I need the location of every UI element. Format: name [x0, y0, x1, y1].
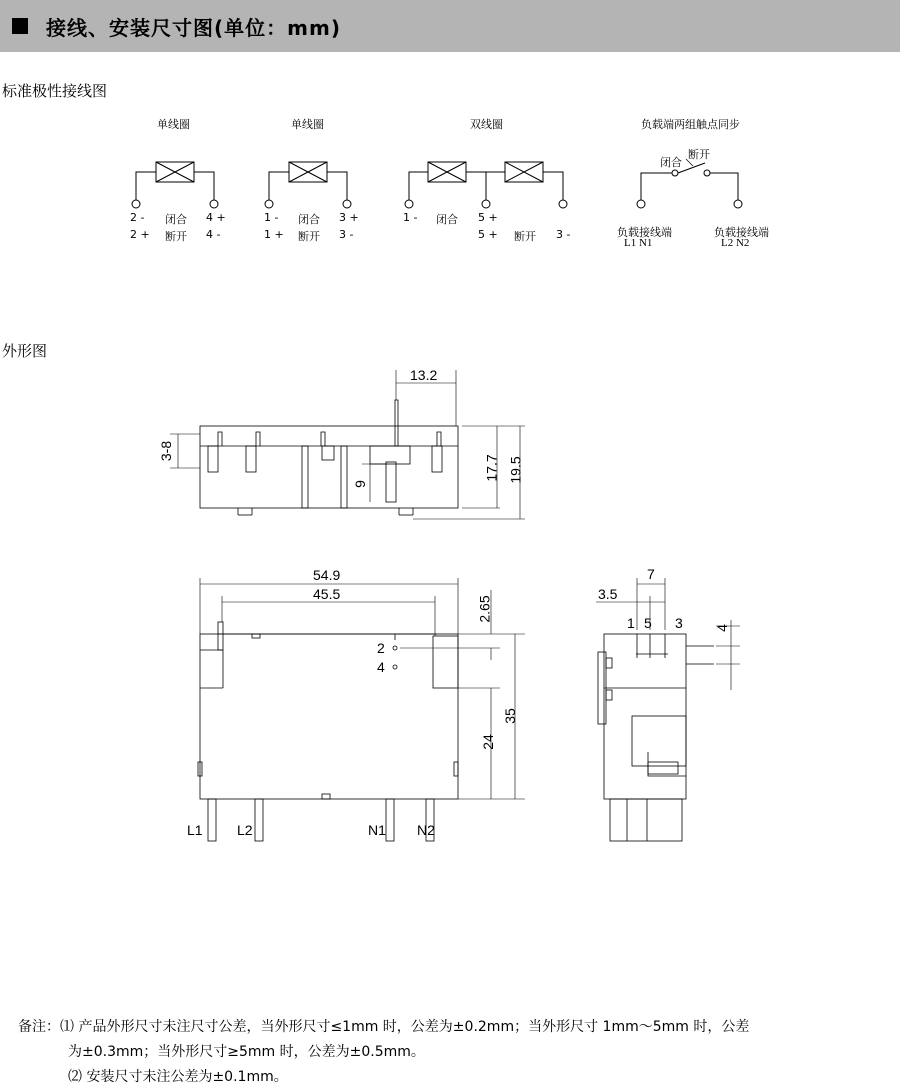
d4-close-label: 闭合 [660, 156, 682, 169]
d3-state-open: 断开 [514, 230, 536, 243]
d1-pin3: 4 + [206, 211, 226, 224]
front-pin-n1: N1 [368, 822, 386, 838]
d3-title: 双线圈 [470, 118, 503, 131]
d2-pin4: 3 - [339, 228, 354, 241]
front-pin-n2: N2 [417, 822, 435, 838]
wiring-section-title: 标准极性接线图 [2, 82, 108, 100]
d4-terminal-1: 负载接线端 [617, 226, 672, 239]
outline-section-title: 外形图 [2, 342, 48, 360]
d1-title: 单线圈 [157, 118, 190, 131]
d2-pin2: 1 + [264, 228, 284, 241]
dim-front-h2: 35 [501, 708, 518, 724]
front-coil-pin-4: 4 [377, 659, 385, 675]
d2-pin3: 3 + [339, 211, 359, 224]
side-pin-3: 3 [675, 615, 683, 631]
d1-pin2: 2 + [130, 228, 150, 241]
wiring-diagram-4 [637, 159, 742, 208]
dim-top-h2: 19.5 [507, 456, 524, 484]
d3-pin4: 3 - [556, 228, 571, 241]
wiring-diagram-3 [405, 162, 567, 208]
note-1a: ⑴ 产品外形尺寸未注尺寸公差，当外形尺寸≤1mm 时，公差为±0.2mm；当外形尺寸 1mm～5mm 时，公差 [60, 1019, 750, 1035]
dim-front-h3: 24 [479, 734, 496, 750]
d4-terminal-1-pins: L1 N1 [624, 237, 653, 249]
note-2: ⑵ 安装尺寸未注公差为±0.1mm。 [68, 1069, 288, 1085]
d2-pin1: 1 - [264, 211, 279, 224]
d3-state-closed: 闭合 [436, 213, 458, 226]
d4-terminal-2: 负载接线端 [714, 226, 769, 239]
dim-top-width: 13.2 [410, 367, 438, 383]
front-pin-l2: L2 [237, 822, 253, 838]
d2-state-open: 断开 [298, 230, 320, 243]
dim-front-h1: 2.65 [476, 595, 493, 623]
d1-state-closed: 闭合 [165, 213, 187, 226]
side-pin-5: 5 [644, 615, 652, 631]
top-view-drawing [170, 370, 525, 519]
dim-top-inner: 9 [351, 480, 368, 488]
front-pin-l1: L1 [187, 822, 203, 838]
notes-block [18, 1015, 749, 1090]
front-coil-pin-2: 2 [377, 640, 385, 656]
header-title: 接线、安装尺寸图(单位：mm) [46, 16, 341, 40]
d3-pin1: 1 - [403, 211, 418, 224]
d4-open-label: 断开 [688, 148, 710, 161]
wiring-diagram-2 [265, 162, 351, 208]
d2-state-closed: 闭合 [298, 213, 320, 226]
dim-front-w2: 45.5 [313, 586, 341, 602]
dim-side-35: 3.5 [598, 586, 618, 602]
dim-top-pin: 3-8 [158, 440, 175, 462]
side-view-drawing [596, 578, 740, 841]
wiring-diagram-1 [132, 162, 218, 208]
d1-state-open: 断开 [165, 230, 187, 243]
dim-front-w1: 54.9 [313, 567, 341, 583]
dim-side-4: 4 [713, 624, 730, 632]
d4-title: 负载端两组触点同步 [641, 118, 740, 131]
d3-pin2: 5 + [478, 211, 498, 224]
dim-top-h1: 17.7 [483, 454, 500, 482]
d4-terminal-2-pins: L2 N2 [721, 237, 750, 249]
d1-pin4: 4 - [206, 228, 221, 241]
side-pin-1: 1 [627, 615, 635, 631]
note-1b: 为±0.3mm；当外形尺寸≥5mm 时，公差为±0.5mm。 [68, 1044, 425, 1060]
d2-title: 单线圈 [291, 118, 324, 131]
notes-label: 备注： [18, 1019, 60, 1035]
dim-side-7: 7 [647, 566, 655, 582]
d3-pin3: 5 + [478, 228, 498, 241]
d1-pin1: 2 - [130, 211, 145, 224]
